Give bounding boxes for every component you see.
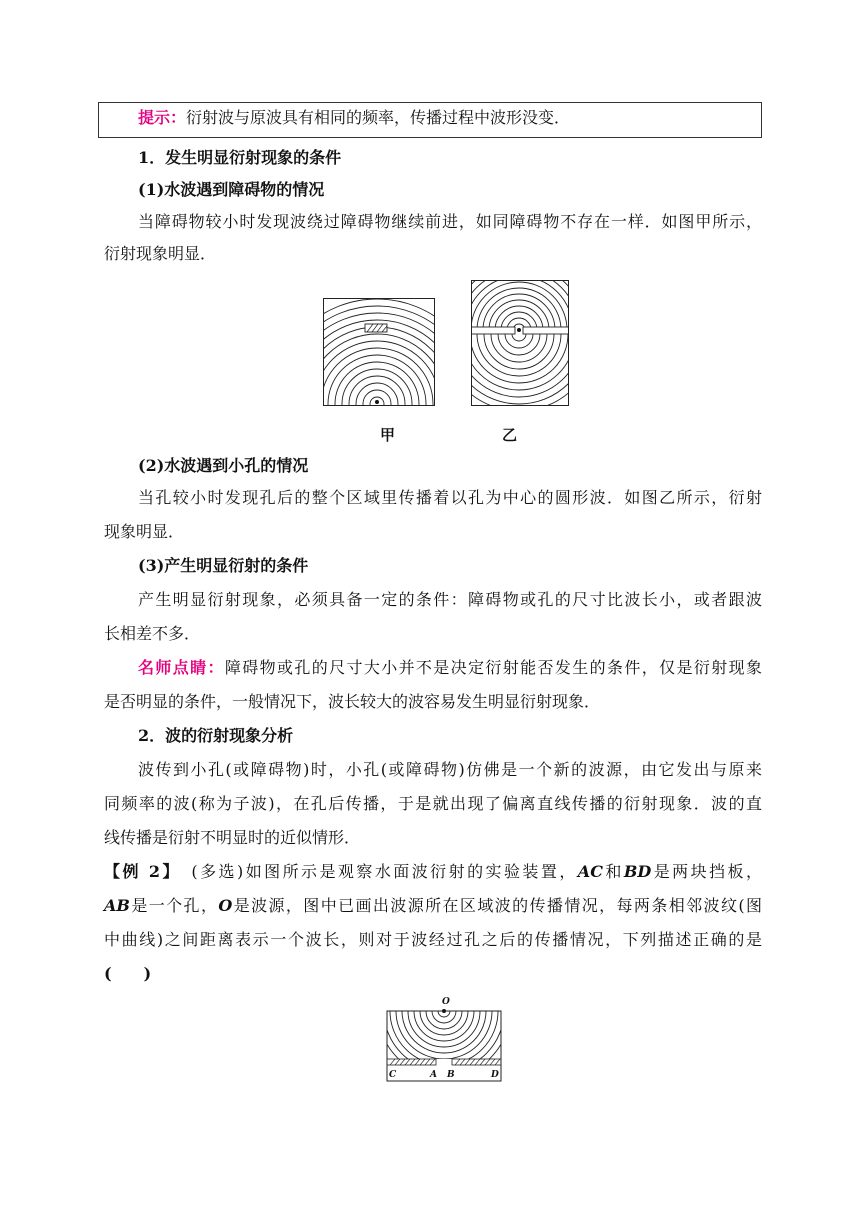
figure-jia-obstacle-diagram: [323, 298, 435, 406]
example-text-1b: 和: [602, 862, 624, 881]
label-bd: BD: [623, 862, 652, 881]
fig3-label-a: A: [430, 1070, 437, 1080]
para-2-line-2: 现象明显．: [104, 522, 185, 541]
section-2-line-2: 同频率的波(称为子波)，在孔后传播，于是就出现了偏离直线传播的衍射现象．波的直: [104, 794, 762, 813]
fig3-label-b: B: [447, 1070, 455, 1080]
note-label: 名师点睛：: [138, 658, 225, 677]
section-2-line-1: 波传到小孔(或障碍物)时，小孔(或障碍物)仿佛是一个新的波源，由它发出与原来: [138, 760, 762, 779]
figure-experiment-diagram: [384, 992, 504, 1084]
subheading-2: (2)水波遇到小孔的情况: [138, 456, 309, 475]
example-line-2: [104, 896, 762, 916]
para-3-line-2: 长相差不多．: [104, 624, 201, 643]
example-text-1a: (多选)如图所示是观察水面波衍射的实验装置，: [191, 862, 578, 881]
label-ac: AC: [577, 862, 603, 881]
subheading-1: (1)水波遇到障碍物的情况: [138, 180, 325, 199]
example-line-3: 中曲线)之间距离表示一个波长，则对于波经过孔之后的传播情况，下列描述正确的是: [104, 930, 762, 949]
example-text-2a: 是一个孔，: [129, 896, 219, 915]
section-1-heading: 1．发生明显衍射现象的条件: [138, 148, 342, 167]
para-1-line-2: 衍射现象明显．: [104, 244, 217, 263]
figure-jia-caption: 甲: [380, 426, 396, 444]
fig3-label-d: D: [491, 1070, 499, 1080]
section-2-heading: 2．波的衍射现象分析: [138, 726, 294, 745]
example-text-2b: 是波源，图中已画出波源所在区域波的传播情况，每两条相邻波纹(图: [232, 896, 762, 915]
example-line-1: [104, 862, 762, 882]
label-o: O: [218, 896, 233, 915]
example-text-1c: 是两块挡板，: [651, 862, 762, 881]
label-ab: AB: [104, 896, 130, 915]
note-text-1: 障碍物或孔的尺寸大小并不是决定衍射能否发生的条件，仅是衍射现象: [224, 658, 762, 677]
figure-yi-hole-diagram: [471, 280, 569, 406]
fig3-label-o: O: [442, 997, 450, 1007]
para-1-line-1: 当障碍物较小时发现波绕过障碍物继续前进，如同障碍物不存在一样．如图甲所示，: [138, 212, 762, 231]
para-3-line-1: 产生明显衍射现象，必须具备一定的条件：障碍物或孔的尺寸比波长小，或者跟波: [138, 590, 762, 609]
tip-text: 衍射波与原波具有相同的频率，传播过程中波形没变．: [186, 108, 571, 127]
example-answer-blank: ( ): [104, 964, 152, 983]
para-2-line-1: 当孔较小时发现孔后的整个区域里传播着以孔为中心的圆形波．如图乙所示，衍射: [138, 488, 762, 507]
note-line-2: 是否明显的条件，一般情况下，波长较大的波容易发生明显衍射现象．: [104, 692, 601, 711]
subheading-3: (3)产生明显衍射的条件: [138, 556, 309, 575]
fig3-label-c: C: [389, 1070, 397, 1080]
section-2-line-3: 线传播是衍射不明显时的近似情形．: [104, 828, 361, 847]
tip-label: 提示：: [138, 108, 187, 127]
example-tag: 【例 2】: [104, 862, 173, 881]
tip-line: [138, 108, 570, 128]
figure-yi-caption: 乙: [502, 426, 518, 444]
note-line-1: [138, 658, 762, 678]
